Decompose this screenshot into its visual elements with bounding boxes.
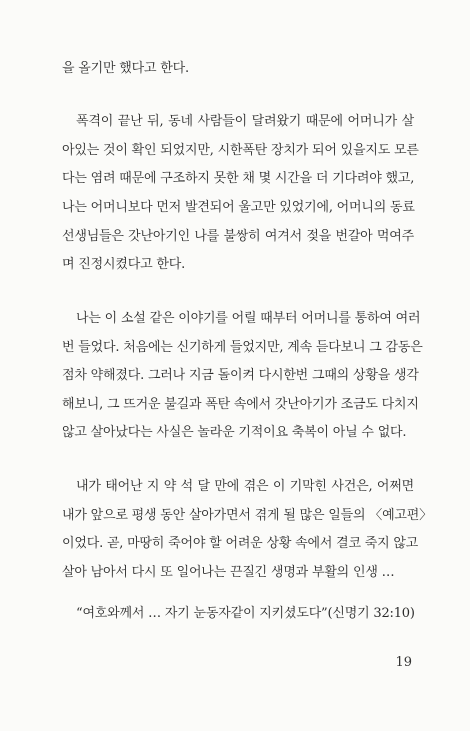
text-line: 나는 이 소설 같은 이야기를 어릴 때부터 어머니를 통하여 여러 <box>76 311 421 326</box>
text-line: 선생님들은 갓난아기인 나를 불쌍히 여겨서 젖을 번갈아 먹여주 <box>62 229 414 244</box>
text-line: 점차 약해졌다. 그러나 지금 돌이켜 다시한번 그때의 상황을 생각 <box>62 368 419 383</box>
text-line: 번 들었다. 처음에는 신기하게 들었지만, 계속 듣다보니 그 감동은 <box>62 340 423 355</box>
text-line: 해보니, 그 뜨거운 불길과 폭탄 속에서 갓난아기가 조금도 다치지 <box>62 397 419 412</box>
text-line: 폭격이 끝난 뒤, 동네 사람들이 달려왔기 때문에 어머니가 살 <box>76 114 414 129</box>
text-line: 다는 염려 때문에 구조하지 못한 채 몇 시간을 더 기다려야 했고, <box>62 171 415 186</box>
page-number: 19 <box>395 655 412 670</box>
text-line: 나는 어머니보다 먼저 발견되어 울고만 있었기에, 어머니의 동료 <box>62 200 415 215</box>
text-line: 내가 태어난 지 약 석 달 만에 겪은 이 기막힌 사건은, 어쩌면 <box>76 479 414 494</box>
text-line: 않고 살아났다는 사실은 놀라운 기적이요 축복이 아닐 수 없다. <box>62 425 407 440</box>
text-line: 을 올기만 했다고 한다. <box>62 61 189 76</box>
text-line: 이었다. 곧, 마땅히 죽어야 할 어려운 상황 속에서 결코 죽지 않고 <box>62 536 419 551</box>
text-line: 아있는 것이 확인 되었지만, 시한폭탄 장치가 되어 있을지도 모른 <box>62 143 419 158</box>
text-line: 내가 앞으로 평생 동안 살아가면서 겪게 될 많은 일들의 〈예고편〉 <box>62 508 432 523</box>
text-line: 며 진정시켰다고 한다. <box>62 257 186 272</box>
text-line: 살아 남아서 다시 또 일어나는 끈질긴 생명과 부활의 인생 … <box>62 565 395 580</box>
scripture-quote: “여호와께서 … 자기 눈동자같이 지키셨도다”(신명기 32:10) <box>76 606 415 621</box>
